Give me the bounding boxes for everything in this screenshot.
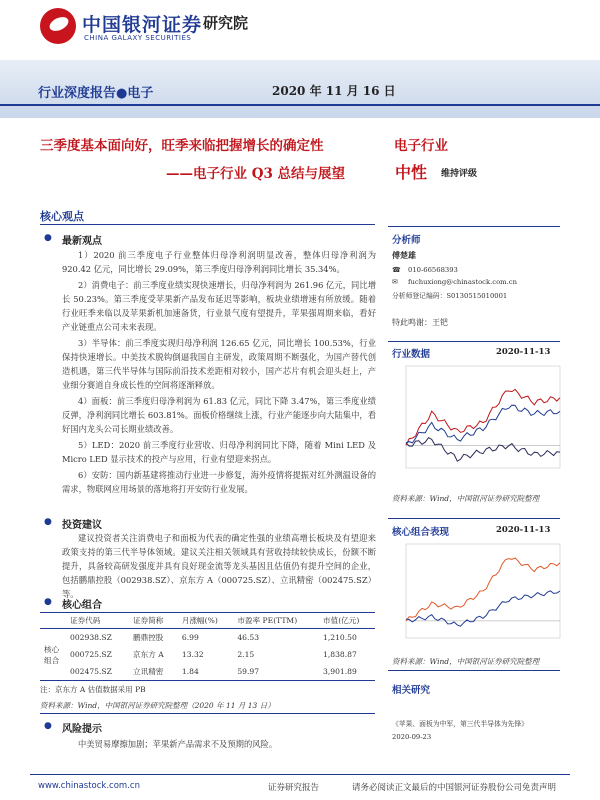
analyst-name: 傅楚雄 xyxy=(392,250,416,260)
related-research-label: 相关研究 xyxy=(392,685,431,696)
risk-body: 中美贸易摩擦加剧；苹果新产品需求不及预期的风险。 xyxy=(78,739,278,749)
view-paragraph: 6）安防：国内新基建将推动行业进一步修复，海外疫情将提振对红外测温设备的需求，物联网应用场景的落地将打开安防行业发展。 xyxy=(62,470,376,494)
table-cell: 1,210.50 xyxy=(323,633,357,642)
rating-note: 维持评级 xyxy=(441,169,478,179)
series-line-0 xyxy=(406,389,560,445)
report-title: 三季度基本面向好，旺季来临把握增长的确定性 xyxy=(40,138,324,154)
section-rule xyxy=(40,713,375,714)
table-group-label: 核心组合 xyxy=(40,629,66,681)
table-row xyxy=(40,663,375,681)
section-rule xyxy=(40,224,375,225)
table-cell: 3,901.89 xyxy=(319,663,375,681)
advice-heading: 投资建议 xyxy=(62,520,102,531)
logo-text-en: CHINA GALAXY SECURITIES xyxy=(84,34,192,42)
industry-name: 电子行业 xyxy=(394,138,448,154)
table-cell: 46.53 xyxy=(237,633,260,642)
table-cell: 鹏鼎控股 xyxy=(133,633,164,642)
table-header-cell xyxy=(40,613,66,629)
table-header-cell: 证券简称 xyxy=(129,613,178,629)
advice-body: 建议投资者关注消费电子和面板为代表的确定性强的业绩高增长板块及有望迎来政策支持的第三代半导体领域。建议关注相关领域具有营收持续较快成长，份额不断提升，具备较高研发强度并具有良好现金流等龙头基因且估值仍有提升空间的企业，包括鹏鼎控股（002938.SZ）、京东方 A（000725.SZ）、立讯精密（002475.SZ）等。 xyxy=(62,533,376,599)
footer-label: 证券研究报告 xyxy=(268,783,320,793)
view-paragraph: 3）半导体：前三季度实现归母净利润 126.65 亿元，同比增长 100.53%，行业保持快速增长。中美技术脱钩倒逼我国自主研发，政策周期不断强化，为国产替代创造机遇，第三代半导体与国际前沿技术差距相对较小，国产芯片有机会迎头赶上，产业细分赛道自身成长性的空间将逐渐释放。 xyxy=(62,338,376,390)
footer-website[interactable]: www.chinastock.com.cn xyxy=(38,781,140,791)
analyst-email: fuchuxiong@chinastock.com.cn xyxy=(408,278,517,286)
table-cell: 000725.SZ xyxy=(70,650,112,659)
sidebar-rule xyxy=(388,518,560,519)
analyst-cert: 分析师登记编码：S0130515010001 xyxy=(392,292,508,300)
related-research-date: 2020-09-23 xyxy=(392,733,432,741)
footer-disclaimer: 请务必阅读正文最后的中国银河证券股份公司免责声明 xyxy=(352,783,557,793)
phone-icon: ☎ xyxy=(392,266,401,274)
table-header-cell: 市盈率 PE(TTM) xyxy=(233,613,319,629)
table-header-row xyxy=(40,613,375,629)
footer-divider xyxy=(30,774,570,775)
series-line-0 xyxy=(406,558,560,621)
table-cell: 1.84 xyxy=(178,663,233,681)
table-header-cell: 月涨幅(%) xyxy=(178,613,233,629)
market-data-date: 2020-11-13 xyxy=(496,347,551,357)
sidebar-rule xyxy=(388,341,560,342)
bullet-icon: ● xyxy=(44,233,52,243)
report-subtitle: ——电子行业 Q3 总结与展望 xyxy=(166,166,346,182)
chart-source: 资料来源：Wind，中国银河证券研究院整理 xyxy=(392,494,540,503)
table-cell: 13.32 xyxy=(181,650,204,659)
institute-label: 研究院 xyxy=(203,14,249,32)
table-cell: 2.15 xyxy=(237,650,255,659)
view-paragraph: 5）LED：2020 前三季度行业营收、归母净利润同比下降，随着 Mini LED 及 Micro LED 显示技术的投产与应用，行业有望迎来拐点。 xyxy=(62,440,376,464)
sidebar-rule xyxy=(388,670,560,671)
table-cell: 立讯精密 xyxy=(129,663,178,681)
table-cell: 59.97 xyxy=(233,663,319,681)
header-divider xyxy=(0,104,600,106)
series-line-2 xyxy=(406,438,560,462)
core-view-heading: 核心观点 xyxy=(40,210,84,223)
table-header-cell: 市值(亿元) xyxy=(319,613,375,629)
chart-source: 资料来源：Wind，中国银河证券研究院整理 xyxy=(392,657,540,666)
analyst-phone: 010-66568393 xyxy=(408,266,458,274)
table-cell: 1,838.87 xyxy=(323,650,357,659)
table-source: 资料来源：Wind，中国银河证券研究院整理（2020 年 11 月 13 日） xyxy=(40,701,275,710)
acknowledgement: 特此鸣谢：王钯 xyxy=(392,318,448,327)
portfolio-table xyxy=(40,612,375,681)
latest-view-heading: 最新观点 xyxy=(62,236,102,247)
portfolio-heading: 核心组合 xyxy=(62,600,102,611)
logo-text-cn: 中国银河证券 xyxy=(82,14,203,36)
view-paragraph: 4）面板：前三季度归母净利润为 61.83 亿元，同比下降 3.47%，第三季度业绩反弹，净利润同比增长 603.81%。面板价格继续上涨，行业产能逐步向大陆集中，看好国内龙头公司长期业绩改善。 xyxy=(62,396,376,434)
portfolio-perf-chart xyxy=(392,540,564,650)
logo-icon xyxy=(40,8,76,44)
table-header-cell: 证券代码 xyxy=(66,613,129,629)
view-paragraph: 2）消费电子：前三季度业绩实现快速增长，归母净利润为 261.96 亿元，同比增长 50.23%。第三季度受苹果新产品发布延迟等影响，板块业绩增速有所放缓。随着行业旺季来临以及苹果新机加速备货，行业景气度有望提升，苹果强周期来临，看好产业链重点公司未来表现。 xyxy=(62,280,376,332)
related-research-title[interactable]: 《苹果、面板为中军，第三代半导体为先锋》 xyxy=(392,720,528,728)
table-row xyxy=(40,629,375,647)
bullet-icon: ● xyxy=(44,517,52,527)
bullet-icon: ● xyxy=(44,597,52,607)
series-line-1 xyxy=(406,405,560,443)
table-cell: 002938.SZ xyxy=(70,633,112,642)
report-date: 2020 年 11 月 16 日 xyxy=(272,84,396,98)
table-cell: 京东方 A xyxy=(133,650,164,659)
industry-index-chart xyxy=(392,362,564,480)
table-note: 注：京东方 A 估值数据采用 PB xyxy=(40,685,146,694)
portfolio-perf-label: 核心组合表现 xyxy=(392,527,450,538)
sidebar-rule xyxy=(388,226,560,227)
table-row xyxy=(40,646,375,663)
table-cell: 6.99 xyxy=(181,633,199,642)
table-cell: 002475.SZ xyxy=(66,663,129,681)
risk-heading: 风险提示 xyxy=(62,724,102,735)
bullet-icon: ● xyxy=(44,721,52,731)
market-data-label: 行业数据 xyxy=(392,349,431,360)
view-paragraph: 1）2020 前三季度电子行业整体归母净利润明显改善，整体归母净利润为 920.42 亿元，同比增长 29.09%，第三季度归母净利润同比增长 35.34%。 xyxy=(62,250,376,274)
rating-value: 中性 xyxy=(395,163,428,182)
analyst-label: 分析师 xyxy=(392,235,421,246)
latest-view-body xyxy=(62,248,376,496)
report-type: 行业深度报告●电子 xyxy=(38,86,154,101)
portfolio-perf-date: 2020-11-13 xyxy=(496,525,551,535)
email-icon: ✉ xyxy=(392,278,398,286)
